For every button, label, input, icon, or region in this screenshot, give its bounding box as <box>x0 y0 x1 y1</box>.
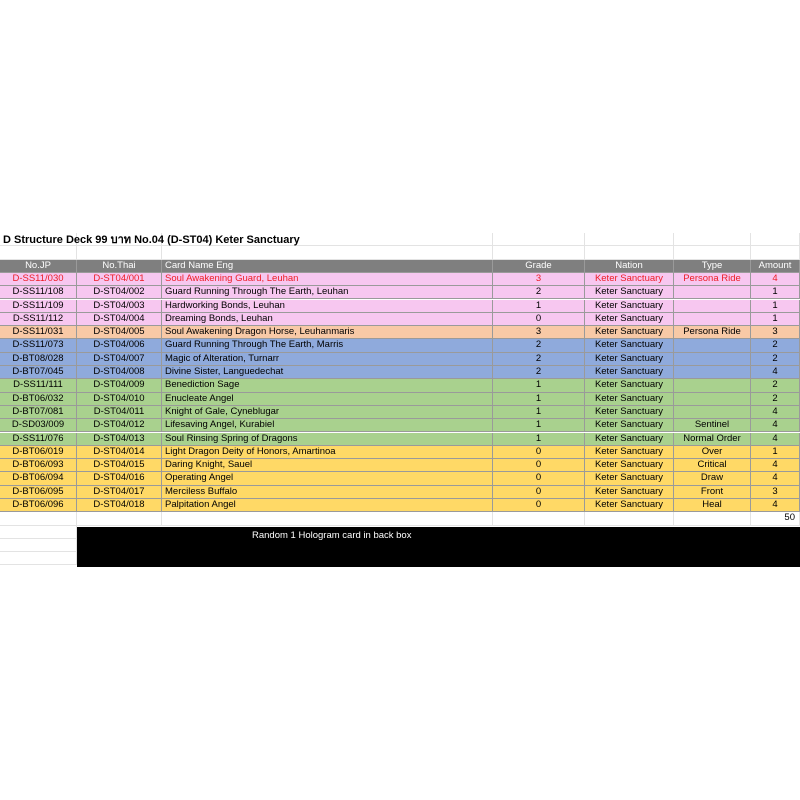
cell-card-name[interactable]: Soul Awakening Dragon Horse, Leuhanmaris <box>162 326 493 339</box>
cell-amount[interactable]: 4 <box>751 366 800 379</box>
total-amount[interactable]: 50 <box>751 512 800 525</box>
cell-nation[interactable]: Keter Sanctuary <box>585 433 674 446</box>
note-text: Random 1 Hologram card in back box <box>252 530 412 541</box>
cell-no-thai[interactable]: D-ST04/004 <box>77 313 162 326</box>
cell-card-name[interactable]: Lifesaving Angel, Kurabiel <box>162 419 493 432</box>
cell-blank[interactable] <box>77 246 162 259</box>
table-row <box>0 326 800 339</box>
table-row <box>0 353 800 366</box>
cell-grade[interactable]: 1 <box>493 406 585 419</box>
cell-grade[interactable]: 0 <box>493 313 585 326</box>
cell-blank[interactable] <box>0 512 77 525</box>
cell-no-thai[interactable]: D-ST04/010 <box>77 393 162 406</box>
cell-card-name[interactable]: Dreaming Bonds, Leuhan <box>162 313 493 326</box>
cell-grade[interactable]: 2 <box>493 339 585 352</box>
cell-no-jp[interactable]: D-BT06/093 <box>0 459 77 472</box>
cell-grade[interactable]: 0 <box>493 459 585 472</box>
table-row <box>0 286 800 299</box>
cell-type[interactable]: Over <box>674 446 751 459</box>
cell-no-thai[interactable]: D-ST04/013 <box>77 433 162 446</box>
cell-no-thai[interactable]: D-ST04/012 <box>77 419 162 432</box>
cell-card-name[interactable]: Palpitation Angel <box>162 499 493 512</box>
cell-blank[interactable] <box>751 233 800 246</box>
cell-amount[interactable]: 2 <box>751 393 800 406</box>
cell-card-name[interactable]: Operating Angel <box>162 472 493 485</box>
cell-nation[interactable]: Keter Sanctuary <box>585 286 674 299</box>
cell-no-jp[interactable]: D-BT06/032 <box>0 393 77 406</box>
cell-nation[interactable]: Keter Sanctuary <box>585 300 674 313</box>
cell-amount[interactable]: 1 <box>751 300 800 313</box>
cell-card-name[interactable]: Divine Sister, Languedechat <box>162 366 493 379</box>
cell-no-thai[interactable]: D-ST04/009 <box>77 379 162 392</box>
cell-blank[interactable] <box>77 512 162 525</box>
cell-blank[interactable] <box>493 246 585 259</box>
cell-no-thai[interactable]: D-ST04/006 <box>77 339 162 352</box>
cell-type[interactable] <box>674 300 751 313</box>
cell-amount[interactable]: 3 <box>751 486 800 499</box>
cell-grade[interactable]: 0 <box>493 446 585 459</box>
cell-blank[interactable] <box>674 512 751 525</box>
table-row <box>0 433 800 446</box>
cell-grade[interactable]: 3 <box>493 326 585 339</box>
cell-no-jp[interactable]: D-SS11/109 <box>0 300 77 313</box>
cell-no-jp[interactable]: D-BT06/094 <box>0 472 77 485</box>
cell-card-name[interactable]: Benediction Sage <box>162 379 493 392</box>
cell-blank[interactable] <box>0 552 77 565</box>
header-no-jp[interactable]: No.JP <box>0 260 77 273</box>
header-row <box>0 260 800 273</box>
cell-amount[interactable]: 4 <box>751 419 800 432</box>
cell-blank[interactable] <box>674 233 751 246</box>
cell-grade[interactable]: 3 <box>493 273 585 286</box>
cell-no-jp[interactable]: D-BT08/028 <box>0 353 77 366</box>
cell-nation[interactable]: Keter Sanctuary <box>585 339 674 352</box>
cell-blank[interactable] <box>162 512 493 525</box>
header-amount[interactable]: Amount <box>751 260 800 273</box>
cell-type[interactable]: Front <box>674 486 751 499</box>
cell-grade[interactable]: 2 <box>493 366 585 379</box>
cell-grade[interactable]: 1 <box>493 419 585 432</box>
cell-grade[interactable]: 2 <box>493 353 585 366</box>
cell-blank[interactable] <box>674 246 751 259</box>
table-row <box>0 406 800 419</box>
cell-type[interactable]: Persona Ride <box>674 273 751 286</box>
cell-nation[interactable]: Keter Sanctuary <box>585 472 674 485</box>
table-row <box>0 486 800 499</box>
cell-amount[interactable]: 4 <box>751 433 800 446</box>
cell-nation[interactable]: Keter Sanctuary <box>585 326 674 339</box>
cell-card-name[interactable]: Knight of Gale, Cyneblugar <box>162 406 493 419</box>
note-box[interactable] <box>77 527 800 567</box>
cell-grade[interactable]: 1 <box>493 300 585 313</box>
cell-nation[interactable]: Keter Sanctuary <box>585 446 674 459</box>
cell-nation[interactable]: Keter Sanctuary <box>585 353 674 366</box>
cell-nation[interactable]: Keter Sanctuary <box>585 379 674 392</box>
cell-no-jp[interactable]: D-BT06/019 <box>0 446 77 459</box>
cell-no-thai[interactable]: D-ST04/007 <box>77 353 162 366</box>
table-row <box>0 379 800 392</box>
cell-amount[interactable]: 4 <box>751 406 800 419</box>
header-grade[interactable]: Grade <box>493 260 585 273</box>
cell-no-thai[interactable]: D-ST04/014 <box>77 446 162 459</box>
cell-grade[interactable]: 0 <box>493 472 585 485</box>
cell-nation[interactable]: Keter Sanctuary <box>585 486 674 499</box>
cell-type[interactable] <box>674 339 751 352</box>
cell-nation[interactable]: Keter Sanctuary <box>585 273 674 286</box>
cell-grade[interactable]: 0 <box>493 486 585 499</box>
table-row <box>0 339 800 352</box>
cell-type[interactable] <box>674 406 751 419</box>
table-row <box>0 366 800 379</box>
cell-blank[interactable] <box>585 246 674 259</box>
cell-nation[interactable]: Keter Sanctuary <box>585 393 674 406</box>
cell-grade[interactable]: 2 <box>493 286 585 299</box>
cell-no-thai[interactable]: D-ST04/003 <box>77 300 162 313</box>
table-row <box>0 446 800 459</box>
cell-amount[interactable]: 4 <box>751 499 800 512</box>
cell-card-name[interactable]: Magic of Alteration, Turnarr <box>162 353 493 366</box>
cell-no-thai[interactable]: D-ST04/001 <box>77 273 162 286</box>
cell-nation[interactable]: Keter Sanctuary <box>585 419 674 432</box>
cell-blank[interactable] <box>751 246 800 259</box>
cell-type[interactable]: Normal Order <box>674 433 751 446</box>
cell-no-jp[interactable]: D-BT07/081 <box>0 406 77 419</box>
cell-no-jp[interactable]: D-BT07/045 <box>0 366 77 379</box>
table-row <box>0 472 800 485</box>
table-row <box>0 393 800 406</box>
table-row <box>0 300 800 313</box>
cell-amount[interactable]: 4 <box>751 273 800 286</box>
cell-grade[interactable]: 0 <box>493 499 585 512</box>
cell-amount[interactable]: 4 <box>751 459 800 472</box>
table-row <box>0 419 800 432</box>
cell-amount[interactable]: 2 <box>751 339 800 352</box>
cell-blank[interactable] <box>0 246 77 259</box>
cell-no-thai[interactable]: D-ST04/017 <box>77 486 162 499</box>
cell-card-name[interactable]: Hardworking Bonds, Leuhan <box>162 300 493 313</box>
cell-amount[interactable]: 1 <box>751 446 800 459</box>
cell-type[interactable] <box>674 379 751 392</box>
cell-card-name[interactable]: Enucleate Angel <box>162 393 493 406</box>
cell-no-thai[interactable]: D-ST04/011 <box>77 406 162 419</box>
cell-card-name[interactable]: Merciless Buffalo <box>162 486 493 499</box>
cell-no-jp[interactable]: D-SS11/030 <box>0 273 77 286</box>
cell-nation[interactable]: Keter Sanctuary <box>585 406 674 419</box>
header-nation[interactable]: Nation <box>585 260 674 273</box>
cell-amount[interactable]: 3 <box>751 326 800 339</box>
cell-amount[interactable]: 1 <box>751 313 800 326</box>
cell-blank[interactable] <box>585 512 674 525</box>
cell-card-name[interactable]: Guard Running Through The Earth, Leuhan <box>162 286 493 299</box>
blank-row <box>0 246 800 259</box>
cell-card-name[interactable]: Soul Rinsing Spring of Dragons <box>162 433 493 446</box>
cell-card-name[interactable]: Guard Running Through The Earth, Marris <box>162 339 493 352</box>
cell-blank[interactable] <box>493 512 585 525</box>
cell-no-jp[interactable]: D-SS11/108 <box>0 286 77 299</box>
cell-grade[interactable]: 1 <box>493 379 585 392</box>
cell-type[interactable]: Heal <box>674 499 751 512</box>
cell-no-thai[interactable]: D-ST04/002 <box>77 286 162 299</box>
cell-no-thai[interactable]: D-ST04/008 <box>77 366 162 379</box>
cell-blank[interactable] <box>0 539 77 552</box>
table-row <box>0 273 800 286</box>
cell-nation[interactable]: Keter Sanctuary <box>585 366 674 379</box>
cell-grade[interactable]: 1 <box>493 433 585 446</box>
cell-blank[interactable] <box>162 246 493 259</box>
cell-no-thai[interactable]: D-ST04/018 <box>77 499 162 512</box>
cell-amount[interactable]: 2 <box>751 379 800 392</box>
table-row <box>0 313 800 326</box>
total-row <box>0 512 800 525</box>
table-row <box>0 499 800 512</box>
cell-no-jp[interactable]: D-SS11/031 <box>0 326 77 339</box>
header-card-name[interactable]: Card Name Eng <box>162 260 493 273</box>
cell-amount[interactable]: 2 <box>751 353 800 366</box>
cell-grade[interactable]: 1 <box>493 393 585 406</box>
cell-no-thai[interactable]: D-ST04/016 <box>77 472 162 485</box>
cell-type[interactable] <box>674 286 751 299</box>
sheet-title: D Structure Deck 99 บาท No.04 (D-ST04) Keter Sanctuary <box>3 234 300 246</box>
cell-nation[interactable]: Keter Sanctuary <box>585 313 674 326</box>
cell-blank[interactable] <box>493 233 585 246</box>
table-row <box>0 459 800 472</box>
cell-blank[interactable] <box>585 233 674 246</box>
cell-blank[interactable] <box>0 526 77 539</box>
cell-type[interactable]: Persona Ride <box>674 326 751 339</box>
cell-nation[interactable]: Keter Sanctuary <box>585 499 674 512</box>
cell-no-jp[interactable]: D-SS11/111 <box>0 379 77 392</box>
cell-card-name[interactable]: Light Dragon Deity of Honors, Amartinoa <box>162 446 493 459</box>
cell-no-jp[interactable]: D-SS11/076 <box>0 433 77 446</box>
header-no-thai[interactable]: No.Thai <box>77 260 162 273</box>
cell-no-jp[interactable]: D-SS11/112 <box>0 313 77 326</box>
cell-amount[interactable]: 4 <box>751 472 800 485</box>
cell-nation[interactable]: Keter Sanctuary <box>585 459 674 472</box>
cell-card-name[interactable]: Soul Awakening Guard, Leuhan <box>162 273 493 286</box>
cell-type[interactable] <box>674 353 751 366</box>
cell-type[interactable] <box>674 393 751 406</box>
cell-type[interactable]: Draw <box>674 472 751 485</box>
cell-no-jp[interactable]: D-BT06/096 <box>0 499 77 512</box>
cell-type[interactable] <box>674 366 751 379</box>
cell-type[interactable]: Critical <box>674 459 751 472</box>
cell-type[interactable] <box>674 313 751 326</box>
sheet-title-row <box>0 233 800 246</box>
header-type[interactable]: Type <box>674 260 751 273</box>
cell-no-thai[interactable]: D-ST04/005 <box>77 326 162 339</box>
cell-card-name[interactable]: Daring Knight, Sauel <box>162 459 493 472</box>
cell-type[interactable]: Sentinel <box>674 419 751 432</box>
cell-no-jp[interactable]: D-BT06/095 <box>0 486 77 499</box>
cell-no-jp[interactable]: D-SD03/009 <box>0 419 77 432</box>
cell-no-thai[interactable]: D-ST04/015 <box>77 459 162 472</box>
cell-no-jp[interactable]: D-SS11/073 <box>0 339 77 352</box>
cell-amount[interactable]: 1 <box>751 286 800 299</box>
